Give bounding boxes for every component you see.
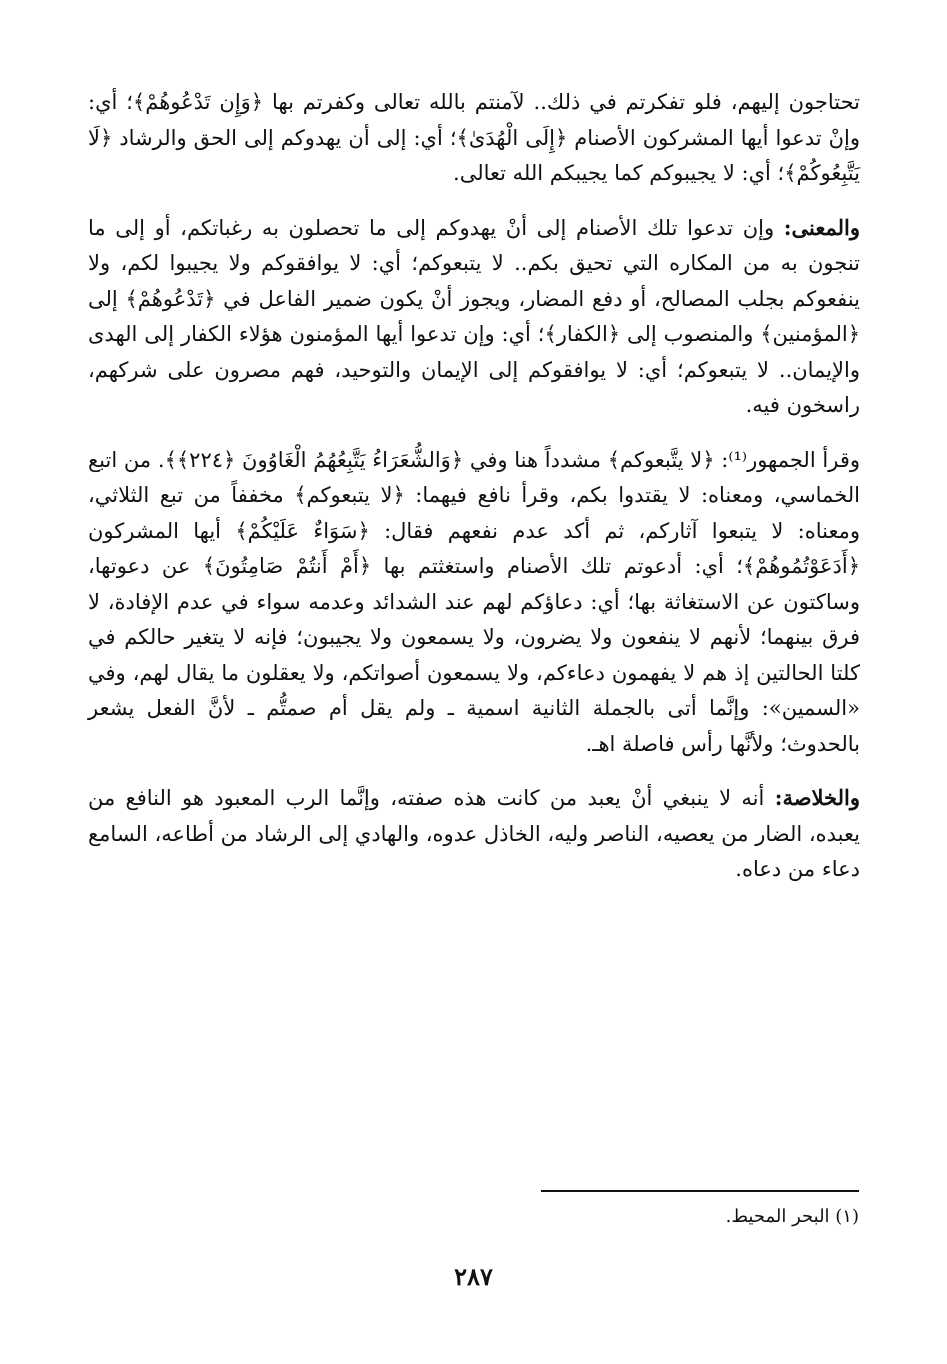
footnote-divider bbox=[541, 1190, 859, 1192]
paragraph-summary bbox=[88, 780, 860, 888]
paragraph-1-text: تحتاجون إليهم، فلو تفكرتم في ذلك.. لآمنتم بالله تعالى وكفرتم بها ﴿وَإِن تَدْعُوهُمْ﴾؛ أي: وإنْ تدعوا أيها المشركون الأصنام ﴿إِلَى الْهُدَىٰ﴾؛ أي: إلى أن يهدوكم إلى الحق والرشاد ﴿لَا يَتَّبِعُوكُمْ﴾؛ أي: لا يجيبوكم كما يجيبكم الله تعالى. bbox=[88, 90, 860, 185]
paragraph-summary-lead: والخلاصة: bbox=[774, 785, 860, 810]
paragraph-1 bbox=[88, 84, 860, 192]
paragraph-readings bbox=[88, 442, 860, 763]
paragraph-meaning bbox=[88, 210, 860, 424]
page-number: ٢٨٧ bbox=[454, 1262, 493, 1291]
paragraph-meaning-text: وإن تدعوا تلك الأصنام إلى أنْ يهدوكم إلى ما تحصلون به رغباتكم، أو إلى ما تنجون به من المكاره التي تحيق بكم.. لا يتبعوكم؛ أي: لا يوافقوكم ولا يجيبوا لكم، ولا ينفعوكم بجلب المصالح، أو دفع المضار، ويجوز أنْ يكون ضمير الفاعل في ﴿تَدْعُوهُمْ﴾ إلى ﴿المؤمنين﴾ والمنصوب إلى ﴿الكفار﴾؛ أي: وإن تدعوا أيها المؤمنون هؤلاء الكفار إلى الهدى والإيمان.. لا يتبعوكم؛ أي: لا يوافقوكم إلى الإيمان والتوحيد، فهم مصرون على شركهم، راسخون فيه. bbox=[88, 215, 860, 417]
paragraph-summary-text: أنه لا ينبغي أنْ يعبد من كانت هذه صفته، وإنَّما الرب المعبود هو النافع من يعبده، الضار من يعصيه، الناصر وليه، الخاذل عدوه، والهادي إلى الرشاد من أطاعه، السامع دعاء من دعاه. bbox=[88, 786, 860, 881]
paragraph-readings-text: وقرأ الجمهور⁽¹⁾: ﴿لا يتَّبعوكم﴾ مشدداً هنا وفي ﴿وَالشُّعَرَاءُ يَتَّبِعُهُمُ الْغَاوُونَ ﴿٢٢٤﴾﴾. من اتبع الخماسي، ومعناه: لا يقتدوا بكم، وقرأ نافع فيهما: ﴿لا يتبعوكم﴾ مخففاً من تبع الثلاثي، ومعناه: لا يتبعوا آثاركم، ثم أكد عدم نفعهم فقال: ﴿سَوَاءٌ عَلَيْكُمْ﴾ أيها المشركون ﴿أَدَعَوْتُمُوهُمْ﴾؛ أي: أدعوتم تلك الأصنام واستغثتم بها ﴿أَمْ أَنتُمْ صَامِتُونَ﴾ عن دعوتها، وساكتون عن الاستغاثة بها؛ أي: دعاؤكم لهم عند الشدائد وعدمه سواء في عدم الإفادة، لا فرق بينهما؛ لأنهم لا ينفعون ولا يضرون، ولا يسمعون ولا يجيبون؛ فإنه لا يتغير حالكم في كلتا الحالتين إذ هم لا يفهمون دعاءكم، ولا يسمعون أصواتكم، ولا يعقلون ما يقال لهم، وفي «السمين»: وإنَّما أتى بالجملة الثانية اسمية ـ ولم يقل أم صمتُّم ـ لأنَّ الفعل يشعر بالحدوث؛ ولأنَّها رأس فاصلة اهـ. bbox=[88, 447, 860, 756]
footnote: (١) البحر المحيط. bbox=[725, 1206, 859, 1227]
paragraph-meaning-lead: والمعنى: bbox=[783, 214, 860, 240]
